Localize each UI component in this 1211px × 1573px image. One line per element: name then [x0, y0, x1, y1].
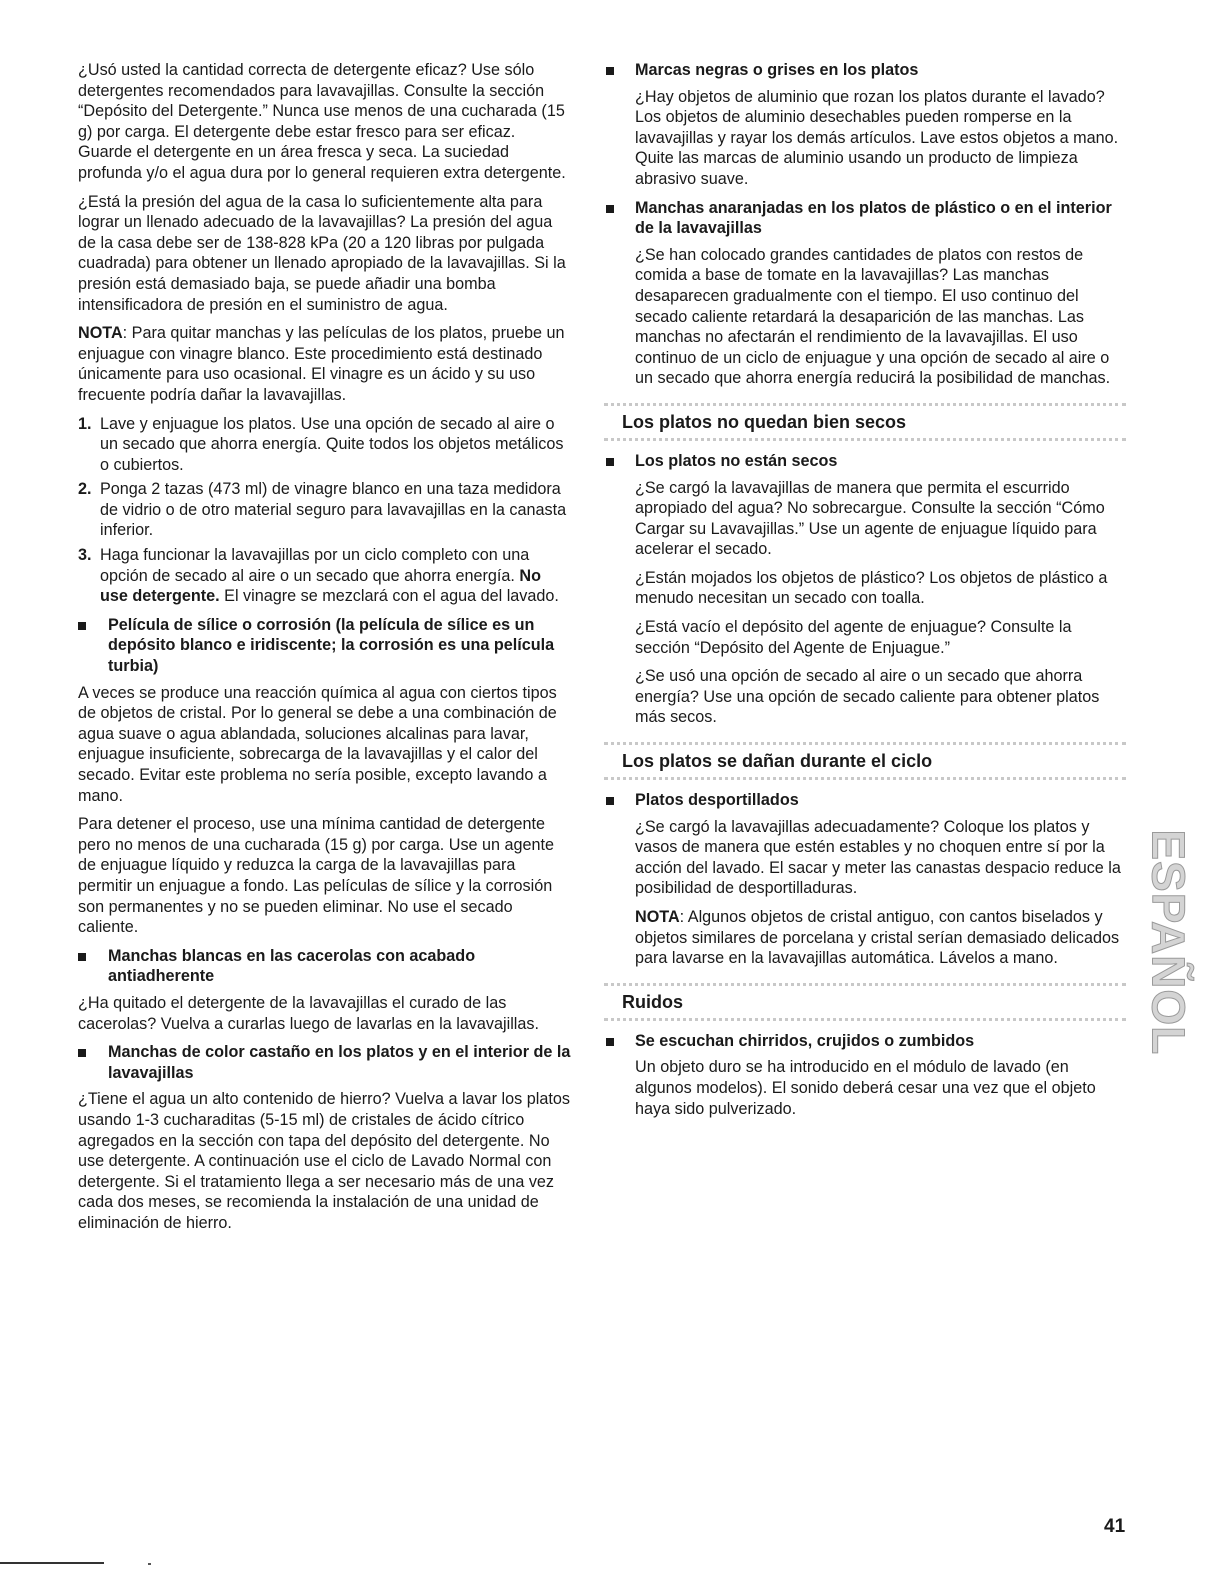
- page-number: 41: [1104, 1516, 1126, 1537]
- note-label: NOTA: [635, 908, 680, 926]
- noises-paragraph: Un objeto duro se ha introducido en el módulo de lavado (en algunos modelos). El sonido deberá cesar una vez que el objeto haya sido pulverizado.: [635, 1058, 1096, 1118]
- black-marks-heading: Marcas negras o grises en los platos: [604, 60, 1126, 81]
- chipped-note: [604, 907, 1126, 969]
- section-heading-noises: Ruidos: [604, 983, 1126, 1021]
- right-column: [604, 60, 1126, 1127]
- note-text: : Algunos objetos de cristal antiguo, con cantos biselados y objetos similares de porcelana y cristal serían demasiado delicados para lavarse en la lavavajillas automática. Lávelos a mano.: [635, 908, 1120, 968]
- not-dry-paragraph-1: ¿Se cargó la lavavajillas de manera que permita el escurrido apropiado del agua? No sobrecargue. Consulte la sección “Cómo Cargar su Lavavajillas.” Use un agente de enjuague líquido para acelerar el secado.: [635, 478, 1105, 559]
- section-heading-not-dry: Los platos no quedan bien secos: [604, 403, 1126, 441]
- not-dry-paragraph-4: ¿Se usó una opción de secado al aire o un secado que ahorra energía? Use una opción de secado caliente para obtener platos más secos.: [635, 667, 1100, 727]
- note-paragraph: [78, 323, 572, 405]
- not-dry-paragraph-3: ¿Está vacío el depósito del agente de enjuague? Consulte la sección “Depósito del Agente de Enjuague.”: [635, 618, 1072, 657]
- not-dry-heading: Los platos no están secos: [604, 451, 1126, 472]
- note-text: : Para quitar manchas y las películas de los platos, pruebe un enjuague con vinagre blanco. Este procedimiento está destinado únicamente para uso ocasional. El vinagre es un ácido y su uso frecuente podría dañar la lavavajillas.: [78, 324, 565, 404]
- orange-stains-paragraph: ¿Se han colocado grandes cantidades de platos con restos de comida a base de tomate en la lavavajillas? Las manchas desaparecen gradualmente con el tiempo. El uso continuo del secado caliente retardará la desaparición de las manchas. Las manchas no afectarán el rendimiento de la lavavajillas. El uso continuo de un ciclo de enjuague y una opción de secado al aire o un secado que ahorra energía reducirá la posibilidad de manchas.: [635, 245, 1111, 388]
- not-dry-paragraph-2: ¿Están mojados los objetos de plástico? Los objetos de plástico a menudo necesitan un secado con toalla.: [635, 568, 1108, 608]
- step-emphasis: No use detergente.: [100, 566, 541, 606]
- silica-paragraph-2: Para detener el proceso, use una mínima cantidad de detergente pero no menos de una cucharada (15 g) por carga. Use un agente de enjuague líquido y reduzca la carga de la lavavajillas para permitir un enjuague a fondo. Las películas de sílice y la corrosión son permanentes y no se pueden eliminar. No use el secado caliente.: [78, 815, 555, 937]
- chipped-heading: Platos desportillados: [604, 790, 1126, 811]
- footer-mark: [148, 1563, 151, 1565]
- step-text: Haga funcionar la lavavajillas por un ciclo completo con una opción de secado al aire o un secado que ahorra energía.: [100, 546, 530, 585]
- language-side-tab: [1142, 818, 1195, 1066]
- vinegar-steps-list: [78, 414, 572, 607]
- section-heading-damaged: Los platos se dañan durante el ciclo: [604, 742, 1126, 780]
- brown-stains-paragraph: ¿Tiene el agua un alto contenido de hierro? Vuelva a lavar los platos usando 1-3 cucharaditas (5-15 ml) de cristales de ácido cítrico agregados en la sección con tapa del depósito del detergente. No use detergente. A continuación use el ciclo de Lavado Normal con detergente. Si el tratamiento llega a ser necesario más de una vez cada dos meses, se recomienda la instalación de una unidad de eliminación de hierro.: [78, 1090, 570, 1232]
- list-item: [78, 414, 572, 476]
- brown-stains-heading: Manchas de color castaño en los platos y en el interior de la lavavajillas: [0, 1042, 572, 1083]
- white-spots-heading: Manchas blancas en las cacerolas con acabado antiadherente: [0, 946, 572, 987]
- silica-film-heading: Película de sílice o corrosión (la película de sílice es un depósito blanco e iridiscente; la corrosión es una película turbia): [0, 615, 572, 677]
- noises-heading: Se escuchan chirridos, crujidos o zumbidos: [604, 1031, 1126, 1052]
- list-item: [78, 545, 572, 607]
- step-text: El vinagre se mezclará con el agua del lavado.: [219, 587, 559, 606]
- step-number: 2.: [78, 480, 92, 499]
- chipped-paragraph: ¿Se cargó la lavavajillas adecuadamente? Coloque los platos y vasos de manera que estén estables y no choquen entre sí por la acción del lavado. El sacar y meter las canastas despacio reduce la posibilidad de desportilladuras.: [635, 817, 1121, 898]
- list-item: [78, 479, 572, 541]
- detergent-paragraph: ¿Usó usted la cantidad correcta de detergente eficaz? Use sólo detergentes recomendados para lavavajillas. Consulte la sección “Depósito del Detergente.” Nunca use menos de una cucharada (15 g) por carga. El detergente debe estar fresco para ser eficaz. Guarde el detergente en un área fresca y seca. La suciedad profunda y/o el agua dura por lo general requieren extra detergente.: [78, 61, 566, 182]
- white-spots-paragraph: ¿Ha quitado el detergente de la lavavajillas el curado de las cacerolas? Vuelva a curarlas luego de lavarlas en la lavavajillas.: [78, 993, 539, 1033]
- note-label: NOTA: [78, 324, 123, 343]
- step-number: 3.: [78, 546, 92, 565]
- silica-paragraph-1: A veces se produce una reacción química al agua con ciertos tipos de objetos de cristal. Por lo general se debe a una combinación de agua suave o agua ablandada, soluciones alcalinas para lavar, enjuague insuficiente, sobrecarga de la lavavajillas y el calor del secado. Evitar este problema no sería posible, excepto lavando a mano.: [78, 683, 557, 805]
- step-text: Lave y enjuague los platos. Use una opción de secado al aire o un secado que ahorra energía. Quite todos los objetos metálicos o cubiertos.: [100, 414, 564, 474]
- step-text: Ponga 2 tazas (473 ml) de vinagre blanco en una taza medidora de vidrio o de otro material seguro para lavavajillas en la canasta inferior.: [100, 480, 567, 540]
- footer-rule: [0, 1562, 104, 1564]
- left-column: [78, 60, 572, 1241]
- orange-stains-heading: Manchas anaranjadas en los platos de plástico o en el interior de la lavavajillas: [604, 198, 1126, 239]
- step-number: 1.: [78, 414, 92, 433]
- black-marks-paragraph: ¿Hay objetos de aluminio que rozan los platos durante el lavado? Los objetos de aluminio desechables pueden romperse en la lavavajillas y rayar los demás artículos. Lave estos objetos a mano. Quite las marcas de aluminio usando un producto de limpieza abrasivo suave.: [635, 87, 1119, 188]
- language-label: ESPAÑOL: [1142, 829, 1195, 1055]
- water-pressure-paragraph: ¿Está la presión del agua de la casa lo suficientemente alta para lograr un llenado adecuado de la lavavajillas? La presión del agua de la casa debe ser de 138-828 kPa (20 a 120 libras por pulgada cuadrada) para obtener un llenado apropiado de la lavavajillas. Si la presión está demasiado baja, se puede añadir una bomba intensificadora de presión en el suministro de agua.: [78, 192, 566, 314]
